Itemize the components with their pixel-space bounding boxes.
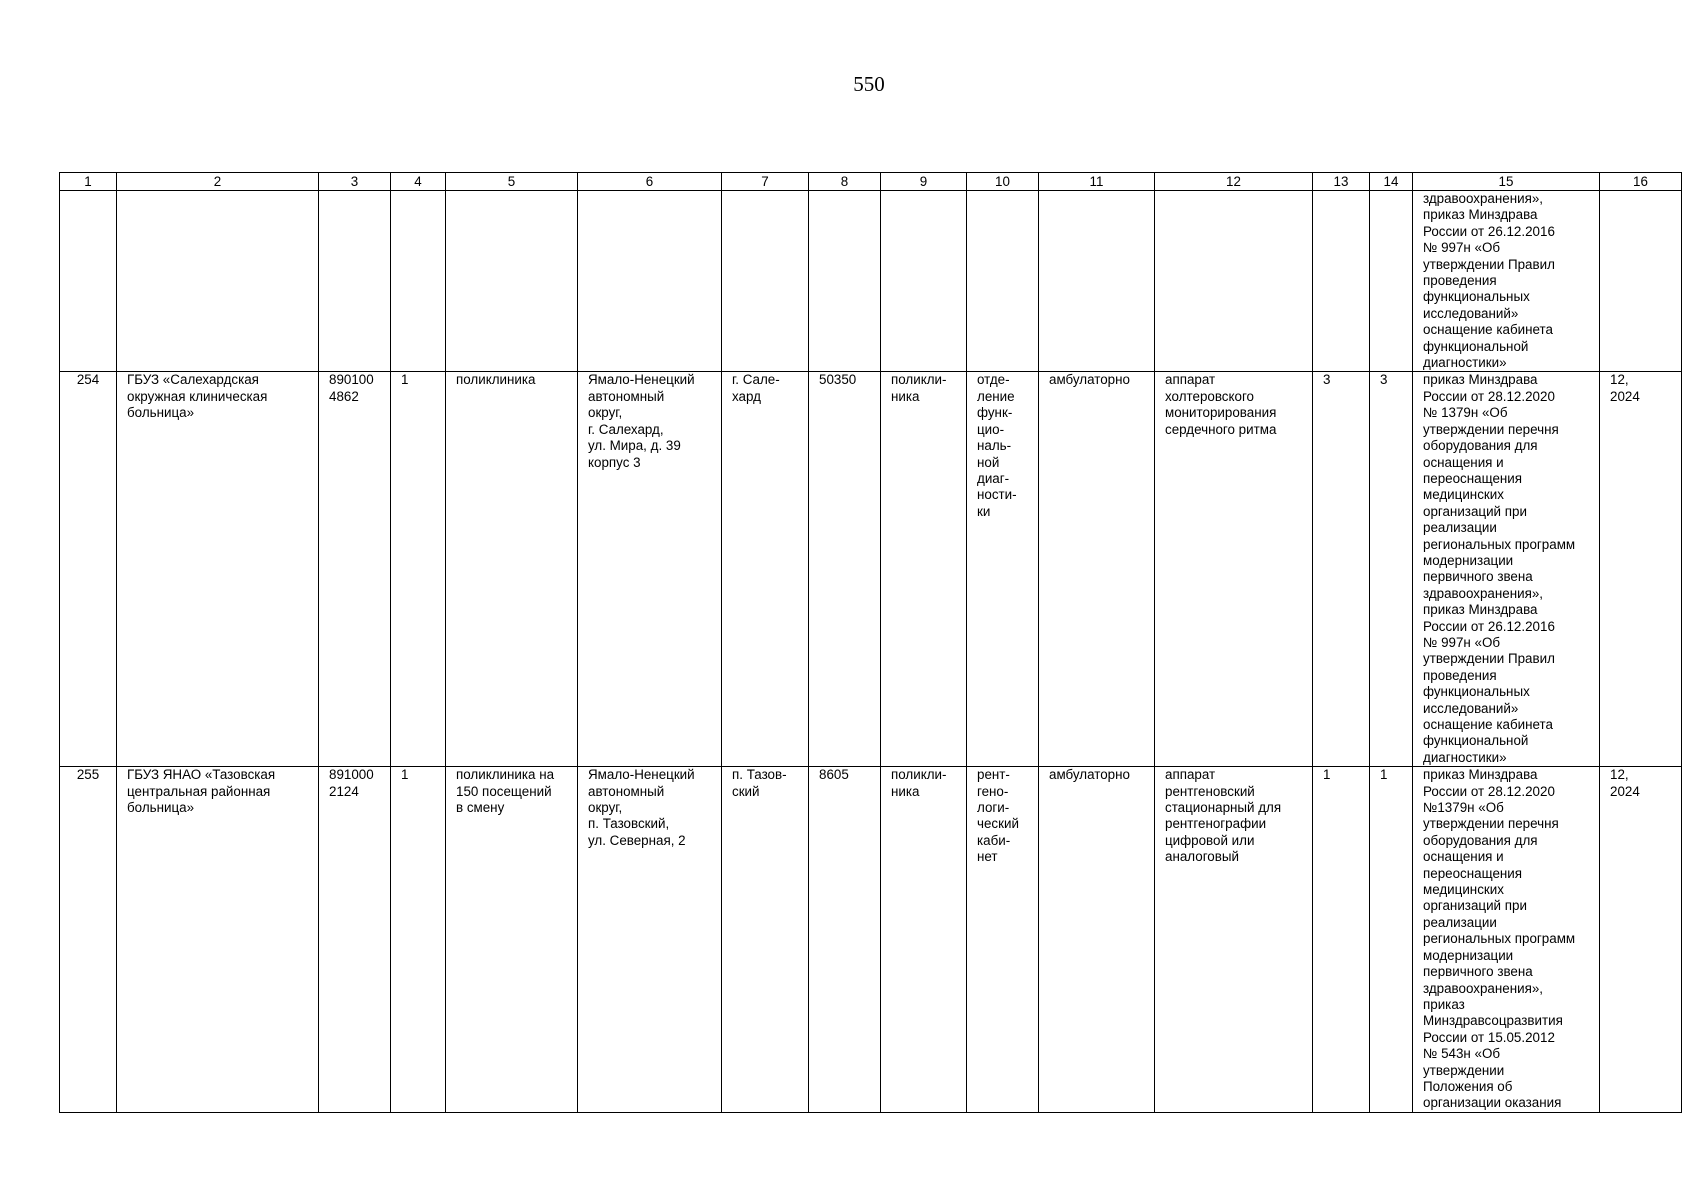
cell-col13 [1313, 191, 1370, 372]
cell-col13: 1 [1313, 767, 1370, 1113]
cell-unit [881, 191, 967, 372]
column-header: 2 [117, 173, 319, 191]
cell-basis: приказ Минздрава России от 28.12.2020 №1379н «Об утверждении перечня оборудования для оснащения и переоснащения медицинских организаций при реализации региональных программ модернизации первичного звена здравоохранения», приказ Минздравсоцразвития России от 15.05.2012 № 543н «Об утверждении Положения об организации оказания [1413, 767, 1600, 1113]
cell-col13: 3 [1313, 372, 1370, 767]
cell-col4 [391, 191, 446, 372]
cell-code: 890100 4862 [319, 372, 391, 767]
cell-care-form: амбулаторно [1039, 372, 1155, 767]
cell-locality [722, 191, 809, 372]
cell-population [809, 191, 881, 372]
cell-number [60, 191, 117, 372]
table-row [60, 767, 1682, 1113]
cell-col14: 1 [1370, 767, 1413, 1113]
cell-period: 12, 2024 [1600, 767, 1682, 1113]
cell-col14: 3 [1370, 372, 1413, 767]
cell-locality: п. Тазов- ский [722, 767, 809, 1113]
cell-care-form: амбулаторно [1039, 767, 1155, 1113]
cell-locality: г. Сале- хард [722, 372, 809, 767]
header-row [60, 173, 1682, 191]
cell-care-form [1039, 191, 1155, 372]
data-table [59, 172, 1682, 1113]
cell-equipment: аппарат рентгеновский стационарный для рентгенографии цифровой или аналоговый [1155, 767, 1313, 1113]
cell-organization: ГБУЗ «Салехардская окружная клиническая больница» [117, 372, 319, 767]
column-header: 5 [446, 173, 578, 191]
cell-population: 8605 [809, 767, 881, 1113]
column-header: 7 [722, 173, 809, 191]
cell-organization: ГБУЗ ЯНАО «Тазовская центральная районная больница» [117, 767, 319, 1113]
column-header: 10 [967, 173, 1039, 191]
cell-period [1600, 191, 1682, 372]
cell-col14 [1370, 191, 1413, 372]
cell-equipment [1155, 191, 1313, 372]
cell-unit: поликли- ника [881, 767, 967, 1113]
cell-organization [117, 191, 319, 372]
column-header: 16 [1600, 173, 1682, 191]
cell-department: отде- ление функ- цио- наль- ной диаг- ности- ки [967, 372, 1039, 767]
cell-basis: здравоохранения», приказ Минздрава России от 26.12.2016 № 997н «Об утверждении Правил проведения функциональных исследований» оснащение кабинета функциональной диагностики» [1413, 191, 1600, 372]
table-row [60, 191, 1682, 372]
cell-code [319, 191, 391, 372]
cell-unit: поликли- ника [881, 372, 967, 767]
cell-col4: 1 [391, 372, 446, 767]
cell-period: 12, 2024 [1600, 372, 1682, 767]
column-header: 6 [578, 173, 722, 191]
column-header: 12 [1155, 173, 1313, 191]
column-header: 3 [319, 173, 391, 191]
cell-address [578, 191, 722, 372]
cell-basis: приказ Минздрава России от 28.12.2020 № 1379н «Об утверждении перечня оборудования для оснащения и переоснащения медицинских организаций при реализации региональных программ модернизации первичного звена здравоохранения», приказ Минздрава России от 26.12.2016 № 997н «Об утверждении Правил проведения функциональных исследований» оснащение кабинета функциональной диагностики» [1413, 372, 1600, 767]
cell-number: 255 [60, 767, 117, 1113]
cell-facility [446, 191, 578, 372]
column-header: 4 [391, 173, 446, 191]
cell-facility: поликлиника [446, 372, 578, 767]
cell-code: 891000 2124 [319, 767, 391, 1113]
cell-col4: 1 [391, 767, 446, 1113]
table-row [60, 372, 1682, 767]
column-header: 8 [809, 173, 881, 191]
column-header: 11 [1039, 173, 1155, 191]
column-header: 15 [1413, 173, 1600, 191]
cell-address: Ямало-Ненецкий автономный округ, п. Тазовский, ул. Северная, 2 [578, 767, 722, 1113]
page-number: 550 [853, 72, 885, 96]
cell-facility: поликлиника на 150 посещений в смену [446, 767, 578, 1113]
cell-equipment: аппарат холтеровского мониторирования сердечного ритма [1155, 372, 1313, 767]
cell-address: Ямало-Ненецкий автономный округ, г. Салехард, ул. Мира, д. 39 корпус 3 [578, 372, 722, 767]
cell-number: 254 [60, 372, 117, 767]
cell-department: рент- гено- логи- ческий каби- нет [967, 767, 1039, 1113]
column-header: 1 [60, 173, 117, 191]
column-header: 14 [1370, 173, 1413, 191]
cell-department [967, 191, 1039, 372]
cell-population: 50350 [809, 372, 881, 767]
column-header: 13 [1313, 173, 1370, 191]
column-header: 9 [881, 173, 967, 191]
